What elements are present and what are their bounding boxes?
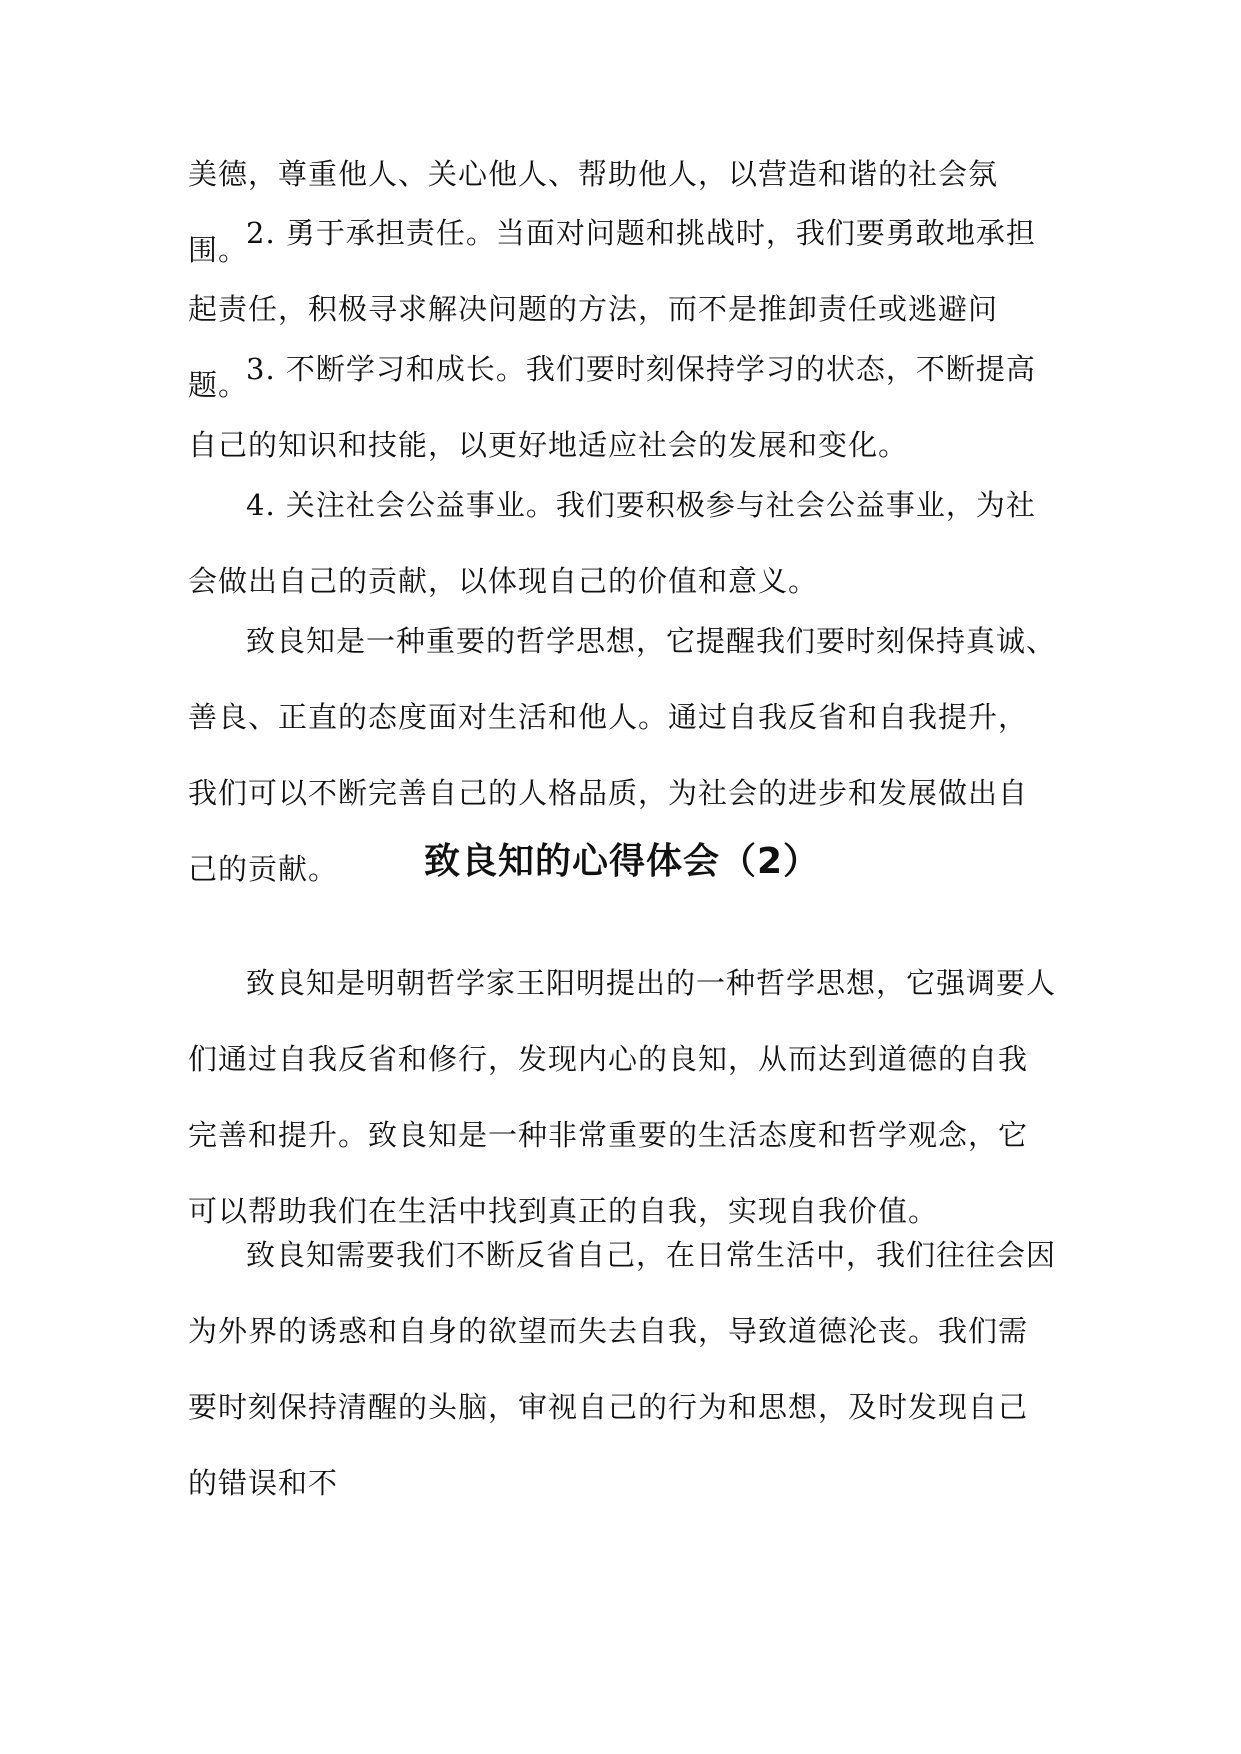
list-item-3: 3. 不断学习和成长。我们要时刻保持学习的状态，不断提高自己的知识和技能，以更好地适应社会的发展和变化。 bbox=[188, 352, 1036, 462]
reflection-paragraph: 致良知需要我们不断反省自己，在日常生活中，我们往往会因为外界的诱惑和自身的欲望而失去自我，导致道德沦丧。我们需要时刻保持清醒的头脑，审视自己的行为和思想，及时发现自己的错误和不 bbox=[188, 1238, 1057, 1500]
section-heading: 致良知的心得体会（2） bbox=[423, 841, 821, 882]
conclusion-paragraph: 致良知是一种重要的哲学思想，它提醒我们要时刻保持真诚、善良、正直的态度面对生活和他人。通过自我反省和自我提升，我们可以不断完善自己的人格品质，为社会的进步和发展做出自己的贡献。 bbox=[188, 624, 1057, 886]
paragraph-continuation: 美德，尊重他人、关心他人、帮助他人，以营造和谐的社会氛围。 bbox=[188, 157, 999, 267]
intro-paragraph: 致良知是明朝哲学家王阳明提出的一种哲学思想，它强调要人们通过自我反省和修行，发现内心的良知，从而达到道德的自我完善和提升。致良知是一种非常重要的生活态度和哲学观念，它可以帮助我们在生活中找到真正的自我，实现自我价值。 bbox=[188, 966, 1057, 1228]
list-item-2: 2. 勇于承担责任。当面对问题和挑战时，我们要勇敢地承担起责任，积极寻求解决问题的方法，而不是推卸责任或逃避问题。 bbox=[188, 216, 1036, 402]
list-item-4: 4. 关注社会公益事业。我们要积极参与社会公益事业，为社会做出自己的贡献，以体现自己的价值和意义。 bbox=[188, 488, 1036, 598]
